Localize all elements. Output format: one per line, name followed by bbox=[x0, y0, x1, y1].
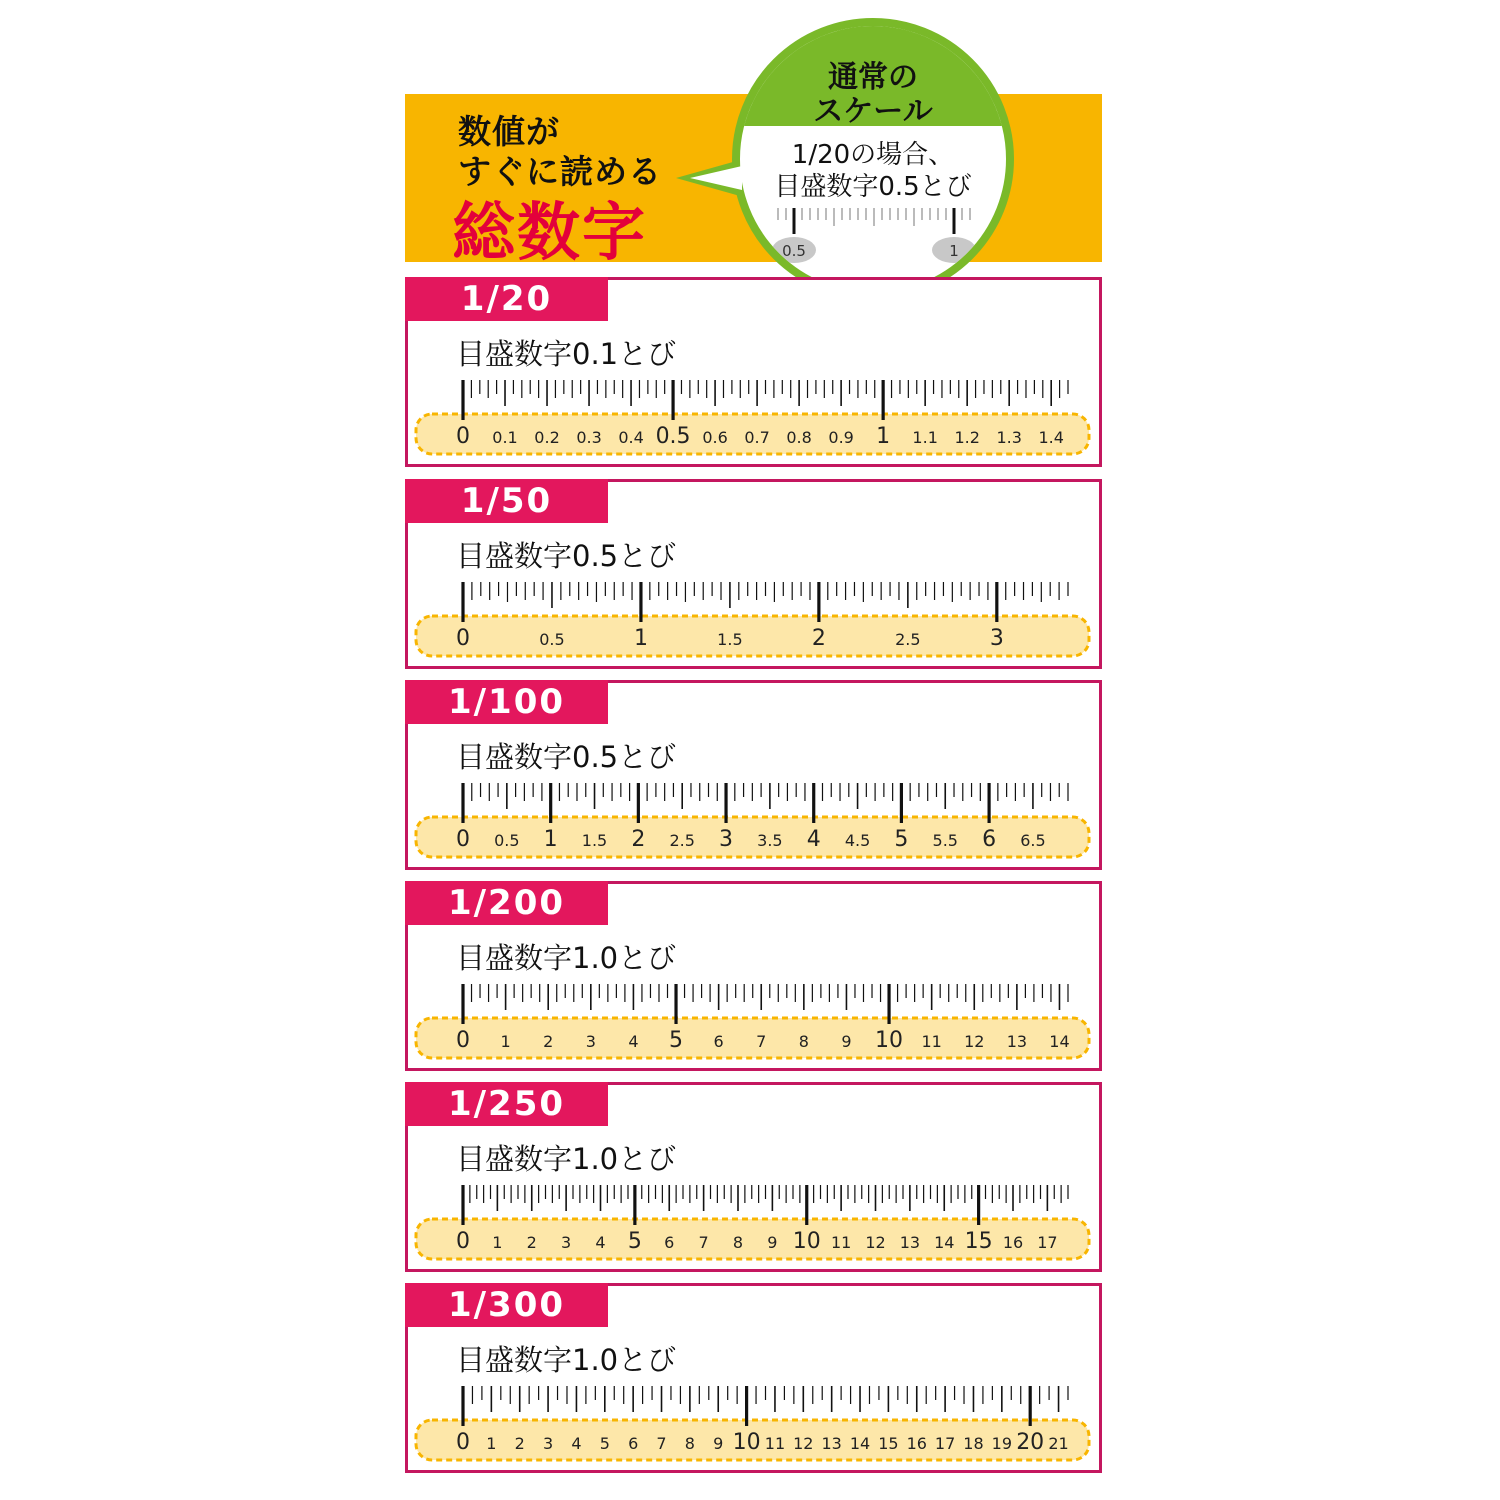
ruler-label: 0.9 bbox=[828, 428, 854, 447]
header-title: 総数字 bbox=[452, 196, 647, 269]
bubble-tail-inner bbox=[690, 166, 742, 190]
ruler-label: 3 bbox=[542, 1434, 554, 1453]
ruler-label: 11 bbox=[764, 1434, 786, 1453]
ruler-label: 5.5 bbox=[932, 831, 958, 850]
scale-panel bbox=[405, 479, 1102, 669]
ruler-label: 7 bbox=[698, 1233, 709, 1252]
ruler-label: 10 bbox=[875, 1028, 904, 1053]
ruler-label: 3 bbox=[989, 626, 1004, 651]
ruler-label: 3.5 bbox=[757, 831, 783, 850]
ruler-label: 5 bbox=[599, 1434, 610, 1453]
ruler-label: 1 bbox=[486, 1434, 497, 1453]
ruler-label: 3 bbox=[585, 1032, 596, 1051]
ruler-label: 0.3 bbox=[576, 428, 602, 447]
ruler-label: 0.6 bbox=[702, 428, 728, 447]
scale-panel bbox=[405, 1283, 1102, 1473]
ruler-label: 9 bbox=[841, 1032, 852, 1051]
scale-ratio-tab: 1/50 bbox=[405, 479, 608, 523]
ruler-label: 6 bbox=[713, 1032, 724, 1051]
scale-panel bbox=[405, 277, 1102, 467]
ruler-label: 1 bbox=[633, 626, 648, 651]
scale-subtitle: 目盛数字0.1とび bbox=[456, 337, 677, 371]
ruler-band bbox=[416, 1018, 1089, 1058]
ruler-label: 12 bbox=[964, 1032, 985, 1051]
ruler-label: 15 bbox=[878, 1434, 899, 1453]
ruler-label: 0.2 bbox=[534, 428, 560, 447]
ruler-label: 4 bbox=[595, 1233, 606, 1252]
ruler-label: 14 bbox=[849, 1434, 871, 1453]
ruler-label: 0 bbox=[456, 626, 470, 651]
scale-ratio-tab: 1/300 bbox=[405, 1283, 608, 1327]
ruler-label: 4 bbox=[571, 1434, 582, 1453]
scale-panel bbox=[405, 1082, 1102, 1272]
scale-ratio-tab: 1/100 bbox=[405, 680, 608, 724]
bubble-text-line-2: 目盛数字0.5とび bbox=[774, 172, 972, 202]
ruler-label: 8 bbox=[798, 1032, 809, 1051]
ruler-label: 8 bbox=[732, 1233, 744, 1252]
ruler-label: 1.1 bbox=[912, 428, 938, 447]
ruler-label: 1 bbox=[876, 424, 891, 449]
ruler-label: 10 bbox=[732, 1430, 761, 1455]
ruler-label: 8 bbox=[684, 1434, 695, 1453]
scale-subtitle: 目盛数字0.5とび bbox=[456, 539, 677, 573]
ruler-label: 0.7 bbox=[744, 428, 770, 447]
ruler-label: 1.4 bbox=[1038, 428, 1064, 447]
ruler-label: 2 bbox=[514, 1434, 525, 1453]
bubble-title-line-2: スケール bbox=[813, 94, 933, 129]
header-line-2: すぐに読める bbox=[458, 152, 662, 191]
ruler-label: 13 bbox=[1006, 1032, 1028, 1051]
ruler-label: 0 bbox=[456, 1229, 470, 1254]
ruler-label: 2.5 bbox=[669, 831, 695, 850]
ruler-label: 6 bbox=[982, 827, 997, 852]
ruler-label: 0 bbox=[456, 1430, 470, 1455]
ruler bbox=[408, 773, 1099, 869]
bubble-ruler bbox=[760, 204, 1000, 274]
ruler-label: 1.3 bbox=[996, 428, 1022, 447]
ruler-label: 13 bbox=[821, 1434, 842, 1453]
ruler-label: 16 bbox=[1002, 1233, 1024, 1252]
ruler-label: 6.5 bbox=[1020, 831, 1046, 850]
ruler-label: 2.5 bbox=[895, 630, 921, 649]
ruler-label: 6 bbox=[628, 1434, 639, 1453]
ruler-label: 14 bbox=[1049, 1032, 1070, 1051]
ruler-label: 4 bbox=[628, 1032, 639, 1051]
ruler-label: 0 bbox=[456, 1028, 470, 1053]
ruler-label: 4 bbox=[806, 827, 821, 852]
ruler-label: 18 bbox=[963, 1434, 984, 1453]
ruler-label: 1 bbox=[500, 1032, 511, 1051]
scale-subtitle: 目盛数字1.0とび bbox=[456, 1142, 677, 1176]
scale-panel bbox=[405, 680, 1102, 870]
bubble-text-line-1: 1/20の場合、 bbox=[791, 140, 955, 170]
ruler bbox=[408, 370, 1099, 466]
ruler-label: 0.5 bbox=[494, 831, 520, 850]
ruler-label: 5 bbox=[669, 1028, 684, 1053]
ruler-label: 6 bbox=[664, 1233, 675, 1252]
ruler-label: 0.1 bbox=[492, 428, 518, 447]
ruler-label: 11 bbox=[921, 1032, 942, 1051]
scale-ratio-tab: 1/20 bbox=[405, 277, 608, 321]
ruler-label: 16 bbox=[906, 1434, 927, 1453]
scale-subtitle: 目盛数字1.0とび bbox=[456, 1343, 677, 1377]
ruler bbox=[408, 1175, 1099, 1271]
ruler-label: 20 bbox=[1016, 1430, 1045, 1455]
ruler-label: 10 bbox=[792, 1229, 821, 1254]
ruler-label: 0.5 bbox=[655, 424, 691, 449]
ruler bbox=[408, 974, 1099, 1070]
bubble-label-right: 1 bbox=[949, 242, 959, 260]
ruler-label: 17 bbox=[1037, 1233, 1058, 1252]
ruler-label: 13 bbox=[899, 1233, 921, 1252]
ruler-label: 2 bbox=[526, 1233, 537, 1252]
scale-ratio-tab: 1/200 bbox=[405, 881, 608, 925]
ruler-label: 4.5 bbox=[844, 831, 871, 850]
ruler-label: 3 bbox=[719, 827, 734, 852]
ruler-band bbox=[416, 616, 1089, 656]
ruler-label: 7 bbox=[756, 1032, 767, 1051]
ruler-label: 0.8 bbox=[786, 428, 812, 447]
ruler-label: 17 bbox=[934, 1434, 956, 1453]
ruler bbox=[408, 1376, 1099, 1472]
ruler-label: 0.5 bbox=[539, 630, 565, 649]
ruler-label: 9 bbox=[713, 1434, 724, 1453]
ruler-label: 0 bbox=[456, 424, 470, 449]
ruler-label: 5 bbox=[627, 1229, 642, 1254]
ruler-label: 11 bbox=[830, 1233, 852, 1252]
ruler-label: 19 bbox=[991, 1434, 1013, 1453]
ruler-label: 0 bbox=[456, 827, 470, 852]
header-line-1: 数値が bbox=[458, 112, 560, 151]
ruler-label: 2 bbox=[543, 1032, 554, 1051]
scale-panel bbox=[405, 881, 1102, 1071]
bubble-label-left: 0.5 bbox=[782, 242, 806, 260]
ruler-label: 0.4 bbox=[618, 428, 644, 447]
bubble-ruler-ticks bbox=[778, 208, 970, 234]
ruler-label: 1 bbox=[492, 1233, 503, 1252]
ruler-label: 9 bbox=[767, 1233, 778, 1252]
ruler-label: 12 bbox=[865, 1233, 886, 1252]
ruler-label: 2 bbox=[811, 626, 826, 651]
ruler-label: 5 bbox=[894, 827, 909, 852]
ruler-label: 7 bbox=[656, 1434, 667, 1453]
ruler-label: 1.5 bbox=[717, 630, 743, 649]
ruler-label: 2 bbox=[631, 827, 646, 852]
scale-subtitle: 目盛数字0.5とび bbox=[456, 740, 677, 774]
ruler-label: 21 bbox=[1048, 1434, 1069, 1453]
bubble-title-line-1: 通常の bbox=[828, 60, 918, 95]
scale-subtitle: 目盛数字1.0とび bbox=[456, 941, 677, 975]
ruler-label: 14 bbox=[934, 1233, 955, 1252]
ruler-label: 12 bbox=[793, 1434, 814, 1453]
ruler-label: 1 bbox=[543, 827, 558, 852]
normal-scale-bubble bbox=[732, 18, 1014, 300]
ruler-label: 3 bbox=[561, 1233, 572, 1252]
ruler-label: 1.2 bbox=[954, 428, 980, 447]
ruler-label: 1.5 bbox=[581, 831, 608, 850]
ruler-label: 15 bbox=[964, 1229, 993, 1254]
ruler bbox=[408, 572, 1099, 668]
scale-ratio-tab: 1/250 bbox=[405, 1082, 608, 1126]
